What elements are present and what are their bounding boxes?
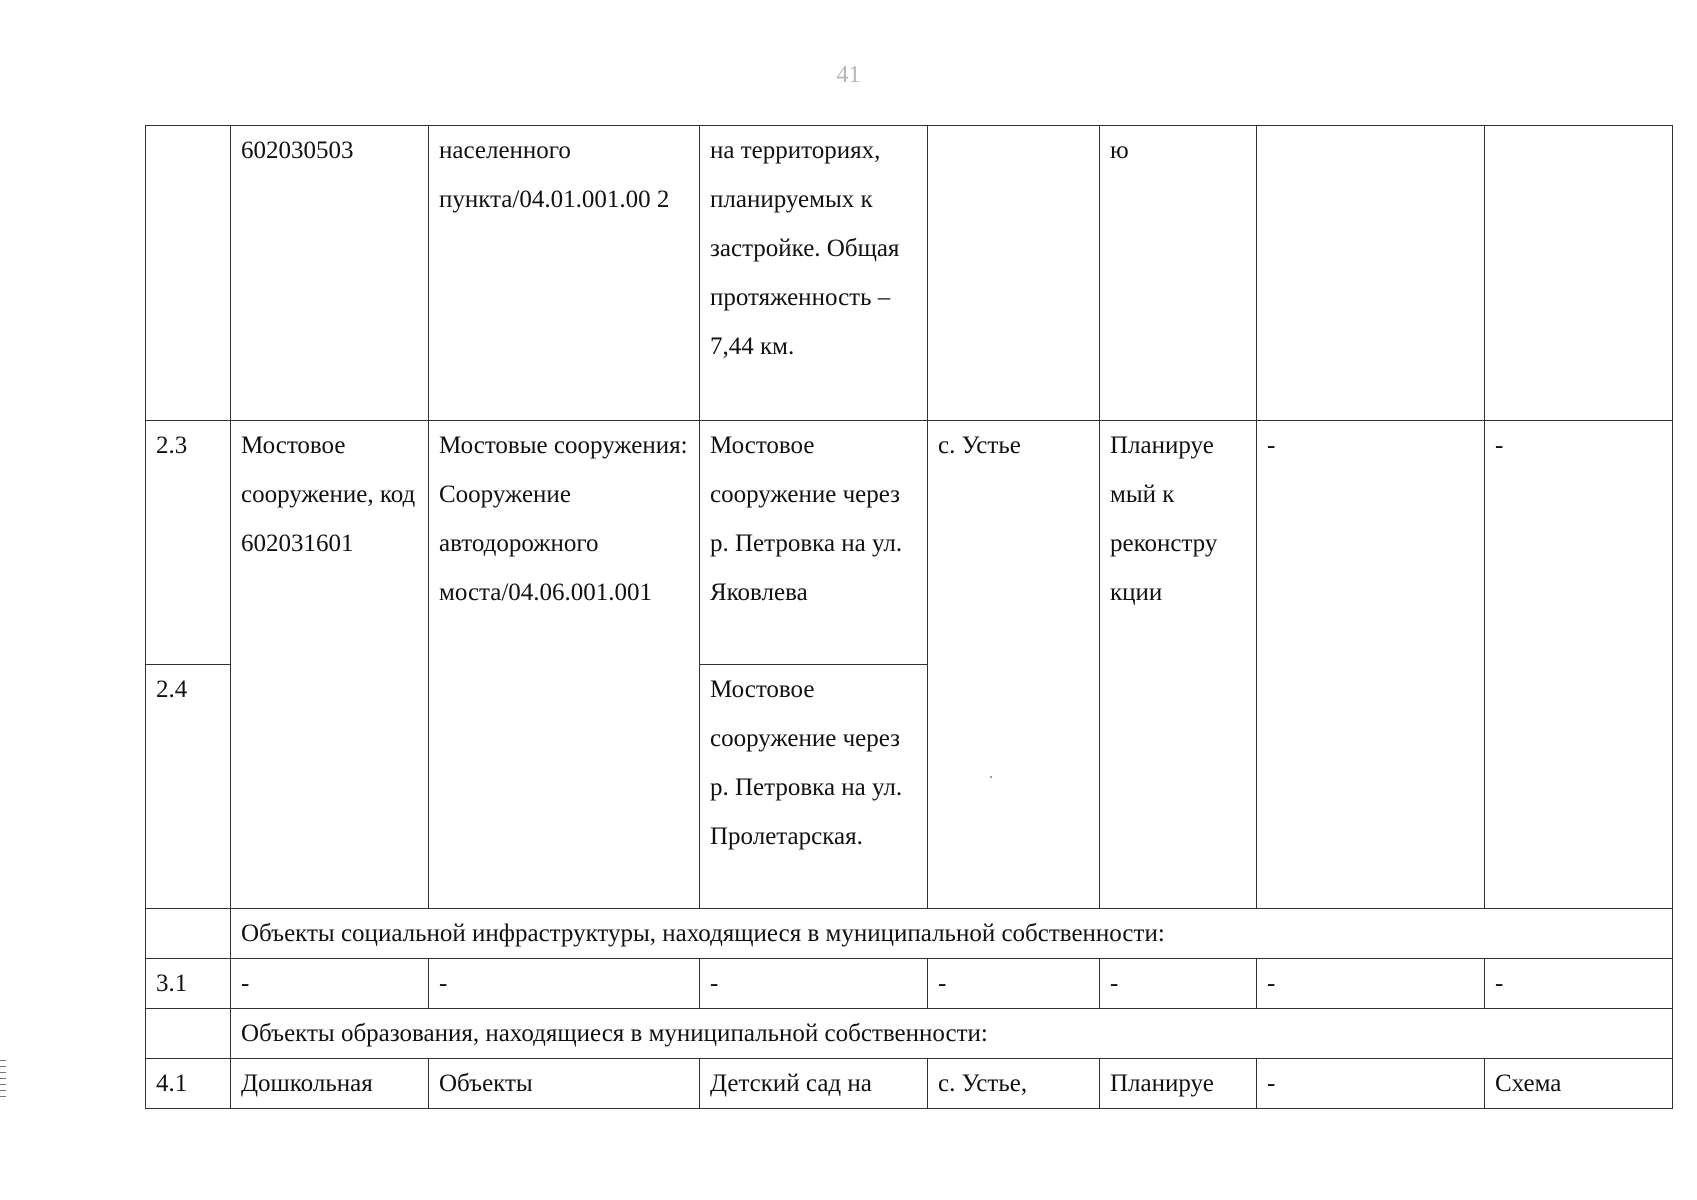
cell-code: Дошкольная [231, 1059, 429, 1109]
cell-num: 3.1 [146, 959, 231, 1009]
cell-location: с. Устье [928, 421, 1100, 909]
cell-name: на территориях, планируемых к застройке. Общая протяженность – 7,44 км. [700, 126, 928, 421]
scan-margin-marks [0, 1060, 6, 1100]
cell-zone: - [1257, 959, 1485, 1009]
cell-type: - [429, 959, 700, 1009]
scan-artifact [990, 776, 992, 778]
cell-status: - [1100, 959, 1257, 1009]
cell-num: 2.4 [146, 665, 231, 909]
table-row [146, 959, 1673, 1009]
cell-code: Мостовое сооружение, код 602031601 [231, 421, 429, 909]
table-row [146, 126, 1673, 421]
cell-num [146, 1009, 231, 1059]
cell-code: - [231, 959, 429, 1009]
cell-type: Объекты [429, 1059, 700, 1109]
section-row [146, 909, 1673, 959]
cell-zone [1257, 126, 1485, 421]
table-row [146, 1059, 1673, 1109]
cell-code: 602030503 [231, 126, 429, 421]
section-heading-social: Объекты социальной инфраструктуры, находящиеся в муниципальной собственности: [231, 909, 1673, 959]
section-row [146, 1009, 1673, 1059]
cell-num: 4.1 [146, 1059, 231, 1109]
cell-name: Детский сад на [700, 1059, 928, 1109]
cell-note: Схема [1485, 1059, 1673, 1109]
cell-zone: - [1257, 421, 1485, 909]
page-number: 41 [836, 62, 861, 88]
table-row [146, 421, 1673, 665]
cell-name: - [700, 959, 928, 1009]
cell-type: населенного пункта/04.01.001.00 2 [429, 126, 700, 421]
cell-zone: - [1257, 1059, 1485, 1109]
cell-num: 2.3 [146, 421, 231, 665]
cell-note: - [1485, 959, 1673, 1009]
objects-table [145, 125, 1673, 1109]
cell-type: Мостовые сооружения: Сооружение автодорожного моста/04.06.001.001 [429, 421, 700, 909]
cell-num [146, 909, 231, 959]
section-heading-education: Объекты образования, находящиеся в муниципальной собственности: [231, 1009, 1673, 1059]
cell-status: Планируе [1100, 1059, 1257, 1109]
cell-name: Мостовое сооружение через р. Петровка на ул. Пролетарская. [700, 665, 928, 909]
cell-location [928, 126, 1100, 421]
cell-note [1485, 126, 1673, 421]
cell-note: - [1485, 421, 1673, 909]
cell-status: Планируе мый к реконстру кции [1100, 421, 1257, 909]
cell-name: Мостовое сооружение через р. Петровка на ул. Яковлева [700, 421, 928, 665]
cell-num [146, 126, 231, 421]
cell-location: - [928, 959, 1100, 1009]
cell-location: с. Устье, [928, 1059, 1100, 1109]
cell-status: ю [1100, 126, 1257, 421]
